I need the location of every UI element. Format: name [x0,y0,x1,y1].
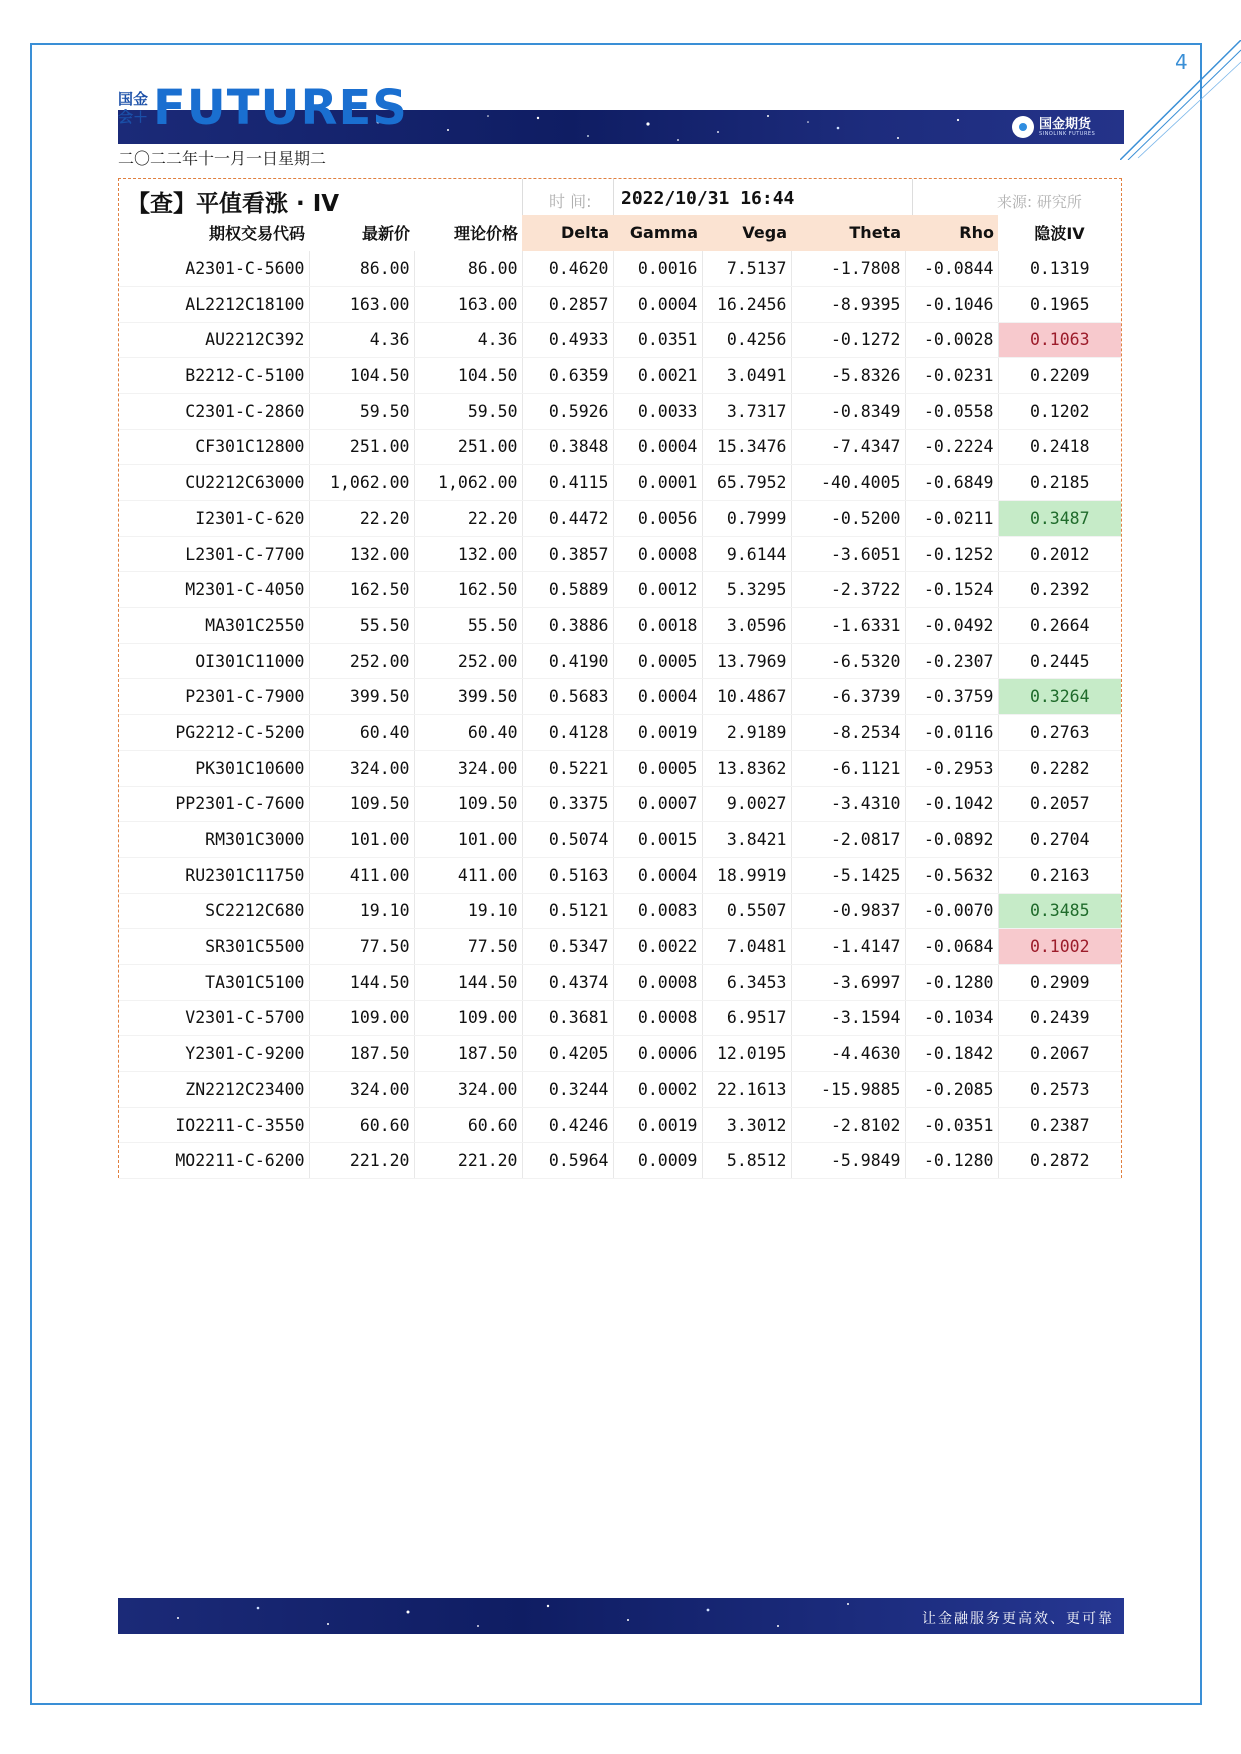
cell-iv: 0.1202 [998,393,1121,429]
cell-vega: 16.2456 [702,286,791,322]
cell-gamma: 0.0004 [613,286,702,322]
cell-delta: 0.4190 [522,643,613,679]
cell-last: 60.40 [309,715,414,751]
cell-delta: 0.3375 [522,786,613,822]
col-header-theta: Theta [791,215,905,251]
table-row [119,822,1121,858]
cell-code: C2301-C-2860 [119,393,309,429]
cell-theo: 162.50 [414,572,522,608]
cell-gamma: 0.0016 [613,251,702,287]
cell-delta: 0.3886 [522,608,613,644]
cell-iv: 0.2763 [998,715,1121,751]
cell-code: L2301-C-7700 [119,536,309,572]
cell-theta: -3.4310 [791,786,905,822]
cell-last: 251.00 [309,429,414,465]
cell-theta: -2.0817 [791,822,905,858]
cell-vega: 22.1613 [702,1072,791,1108]
cell-vega: 0.4256 [702,322,791,358]
cell-theta: -8.9395 [791,286,905,322]
cell-iv: 0.3487 [998,501,1121,537]
cell-vega: 7.0481 [702,929,791,965]
brand-circle-icon [1012,116,1034,138]
cell-theo: 101.00 [414,822,522,858]
cell-theo: 252.00 [414,643,522,679]
cell-iv: 0.2445 [998,643,1121,679]
cell-last: 60.60 [309,1107,414,1143]
cell-delta: 0.5683 [522,679,613,715]
cell-gamma: 0.0022 [613,929,702,965]
table-row [119,893,1121,929]
col-header-theo: 理论价格 [453,224,518,244]
cell-gamma: 0.0005 [613,643,702,679]
cell-code: CF301C12800 [119,429,309,465]
cell-iv: 0.1002 [998,929,1121,965]
cell-iv: 0.2392 [998,572,1121,608]
cell-gamma: 0.0018 [613,608,702,644]
cell-gamma: 0.0008 [613,536,702,572]
cell-gamma: 0.0083 [613,893,702,929]
cell-rho: -0.1042 [905,786,998,822]
logo-futures: FUTURES [153,80,408,136]
cell-iv: 0.2067 [998,1036,1121,1072]
cell-theta: -2.3722 [791,572,905,608]
cell-rho: -0.3759 [905,679,998,715]
cell-last: 59.50 [309,393,414,429]
table-row [119,1072,1121,1108]
table-header-row [119,215,1121,251]
cell-theo: 60.40 [414,715,522,751]
cell-vega: 9.0027 [702,786,791,822]
source-label: 来源: 研究所 [997,193,1082,211]
cell-code: A2301-C-5600 [119,251,309,287]
cell-iv: 0.3485 [998,893,1121,929]
cell-code: M2301-C-4050 [119,572,309,608]
cell-vega: 6.3453 [702,964,791,1000]
cell-last: 324.00 [309,750,414,786]
cell-last: 4.36 [309,322,414,358]
cell-theta: -5.1425 [791,857,905,893]
cell-last: 86.00 [309,251,414,287]
cell-last: 132.00 [309,536,414,572]
cell-code: SC2212C680 [119,893,309,929]
cell-delta: 0.3244 [522,1072,613,1108]
cell-theta: -2.8102 [791,1107,905,1143]
cell-gamma: 0.0002 [613,1072,702,1108]
cell-rho: -0.0558 [905,393,998,429]
options-greeks-table [119,215,1121,1179]
cell-delta: 0.3681 [522,1000,613,1036]
cell-rho: -0.0028 [905,322,998,358]
cell-delta: 0.3857 [522,536,613,572]
cell-theta: -7.4347 [791,429,905,465]
footer-band [118,1598,1124,1634]
cell-vega: 2.9189 [702,715,791,751]
cell-iv: 0.2012 [998,536,1121,572]
cell-gamma: 0.0012 [613,572,702,608]
cell-rho: -0.0351 [905,1107,998,1143]
cell-rho: -0.2085 [905,1072,998,1108]
cell-last: 77.50 [309,929,414,965]
cell-last: 187.50 [309,1036,414,1072]
cell-gamma: 0.0021 [613,358,702,394]
cell-theta: -1.7808 [791,251,905,287]
cell-rho: -0.2953 [905,750,998,786]
cell-vega: 18.9919 [702,857,791,893]
cell-theo: 55.50 [414,608,522,644]
cell-rho: -0.2224 [905,429,998,465]
cell-gamma: 0.0019 [613,715,702,751]
cell-code: ZN2212C23400 [119,1072,309,1108]
cell-last: 109.50 [309,786,414,822]
cell-last: 101.00 [309,822,414,858]
cell-theo: 144.50 [414,964,522,1000]
cell-rho: -0.1524 [905,572,998,608]
cell-rho: -0.0116 [905,715,998,751]
cell-delta: 0.3848 [522,429,613,465]
cell-delta: 0.5347 [522,929,613,965]
cell-last: 411.00 [309,857,414,893]
cell-code: V2301-C-5700 [119,1000,309,1036]
cell-vega: 0.7999 [702,501,791,537]
cell-last: 252.00 [309,643,414,679]
cell-code: AL2212C18100 [119,286,309,322]
cell-gamma: 0.0004 [613,429,702,465]
table-row [119,393,1121,429]
cell-vega: 3.8421 [702,822,791,858]
cell-iv: 0.2573 [998,1072,1121,1108]
cell-theta: -1.4147 [791,929,905,965]
cell-theta: -3.6997 [791,964,905,1000]
cell-vega: 3.0491 [702,358,791,394]
cell-last: 22.20 [309,501,414,537]
cell-code: PP2301-C-7600 [119,786,309,822]
cell-theo: 109.00 [414,1000,522,1036]
cell-vega: 12.0195 [702,1036,791,1072]
col-header-code: 期权交易代码 [208,224,305,244]
cell-vega: 7.5137 [702,251,791,287]
cell-theo: 86.00 [414,251,522,287]
cell-last: 104.50 [309,358,414,394]
cell-last: 163.00 [309,286,414,322]
cell-theta: -8.2534 [791,715,905,751]
cell-code: B2212-C-5100 [119,358,309,394]
cell-vega: 10.4867 [702,679,791,715]
table-row [119,786,1121,822]
table-row [119,322,1121,358]
table-row [119,429,1121,465]
cell-iv: 0.2163 [998,857,1121,893]
cell-gamma: 0.0351 [613,322,702,358]
cell-gamma: 0.0033 [613,393,702,429]
cell-last: 324.00 [309,1072,414,1108]
cell-rho: -0.0892 [905,822,998,858]
cell-gamma: 0.0019 [613,1107,702,1143]
cell-code: MA301C2550 [119,608,309,644]
cell-theta: -6.3739 [791,679,905,715]
time-label: 时 间: [549,192,592,211]
table-row [119,929,1121,965]
cell-iv: 0.2185 [998,465,1121,501]
cell-vega: 5.8512 [702,1143,791,1179]
cell-theo: 60.60 [414,1107,522,1143]
cell-rho: -0.0231 [905,358,998,394]
col-header-iv: 隐波IV [1034,224,1085,244]
table-row [119,643,1121,679]
cell-rho: -0.1280 [905,964,998,1000]
table-title-row [119,179,1121,215]
cell-iv: 0.2282 [998,750,1121,786]
cell-theta: -15.9885 [791,1072,905,1108]
cell-vega: 5.3295 [702,572,791,608]
cell-theta: -0.8349 [791,393,905,429]
table-row [119,536,1121,572]
table-row [119,857,1121,893]
cell-iv: 0.1965 [998,286,1121,322]
cell-code: I2301-C-620 [119,501,309,537]
cell-rho: -0.1252 [905,536,998,572]
cell-delta: 0.4246 [522,1107,613,1143]
cell-theta: -0.5200 [791,501,905,537]
cell-theta: -40.4005 [791,465,905,501]
cell-rho: -0.1034 [905,1000,998,1036]
cell-theo: 77.50 [414,929,522,965]
col-header-gamma: Gamma [613,215,702,251]
cell-delta: 0.2857 [522,286,613,322]
cell-code: SR301C5500 [119,929,309,965]
table-row [119,608,1121,644]
cell-iv: 0.2439 [998,1000,1121,1036]
cell-rho: -0.5632 [905,857,998,893]
cell-theo: 221.20 [414,1143,522,1179]
logo-chinese-mark: 国金 会＋ [118,90,149,126]
cell-delta: 0.5889 [522,572,613,608]
table-row [119,715,1121,751]
cell-gamma: 0.0008 [613,964,702,1000]
cell-vega: 6.9517 [702,1000,791,1036]
cell-theo: 324.00 [414,1072,522,1108]
brand-name: 国金期货 [1039,116,1092,132]
cell-theo: 324.00 [414,750,522,786]
cell-iv: 0.3264 [998,679,1121,715]
cell-delta: 0.5121 [522,893,613,929]
table-row [119,679,1121,715]
cell-code: IO2211-C-3550 [119,1107,309,1143]
cell-code: CU2212C63000 [119,465,309,501]
cell-code: TA301C5100 [119,964,309,1000]
cell-theta: -5.8326 [791,358,905,394]
table-row [119,1036,1121,1072]
table-row [119,572,1121,608]
cell-rho: -0.2307 [905,643,998,679]
table-row [119,1107,1121,1143]
cell-vega: 65.7952 [702,465,791,501]
cell-theo: 4.36 [414,322,522,358]
cell-rho: -0.1046 [905,286,998,322]
cell-rho: -0.0211 [905,501,998,537]
cell-gamma: 0.0008 [613,1000,702,1036]
cell-gamma: 0.0004 [613,857,702,893]
cell-delta: 0.5221 [522,750,613,786]
cell-code: Y2301-C-9200 [119,1036,309,1072]
cell-iv: 0.2418 [998,429,1121,465]
cell-rho: -0.6849 [905,465,998,501]
cell-theta: -0.1272 [791,322,905,358]
cell-theo: 104.50 [414,358,522,394]
cell-vega: 3.7317 [702,393,791,429]
cell-last: 19.10 [309,893,414,929]
cell-delta: 0.4374 [522,964,613,1000]
cell-iv: 0.1063 [998,322,1121,358]
table-row [119,1000,1121,1036]
cell-last: 144.50 [309,964,414,1000]
col-header-last: 最新价 [361,224,410,244]
cell-delta: 0.5074 [522,822,613,858]
table-row [119,1143,1121,1179]
cell-last: 109.00 [309,1000,414,1036]
cell-rho: -0.0844 [905,251,998,287]
page-number: 4 [1175,50,1188,74]
cell-theta: -0.9837 [791,893,905,929]
cell-theo: 59.50 [414,393,522,429]
table-row [119,251,1121,287]
cell-gamma: 0.0005 [613,750,702,786]
corner-decoration [1120,40,1241,160]
cell-theta: -3.1594 [791,1000,905,1036]
cell-delta: 0.5964 [522,1143,613,1179]
table-row [119,964,1121,1000]
cell-vega: 3.0596 [702,608,791,644]
cell-theta: -6.1121 [791,750,905,786]
cell-theta: -3.6051 [791,536,905,572]
cell-code: AU2212C392 [119,322,309,358]
cell-code: RM301C3000 [119,822,309,858]
col-header-delta: Delta [522,215,613,251]
col-header-vega: Vega [702,215,791,251]
cell-gamma: 0.0056 [613,501,702,537]
cell-delta: 0.4620 [522,251,613,287]
cell-iv: 0.2387 [998,1107,1121,1143]
cell-rho: -0.0492 [905,608,998,644]
cell-code: MO2211-C-6200 [119,1143,309,1179]
cell-theo: 22.20 [414,501,522,537]
cell-iv: 0.2704 [998,822,1121,858]
cell-last: 399.50 [309,679,414,715]
cell-code: PG2212-C-5200 [119,715,309,751]
cell-code: PK301C10600 [119,750,309,786]
cell-iv: 0.2872 [998,1143,1121,1179]
cell-rho: -0.1842 [905,1036,998,1072]
footer-slogan: 让金融服务更高效、更可靠 [922,1611,1114,1627]
cell-vega: 13.8362 [702,750,791,786]
cell-last: 1,062.00 [309,465,414,501]
cell-delta: 0.6359 [522,358,613,394]
brand-name-en: SINOLINK FUTURES [1039,130,1096,137]
cell-last: 55.50 [309,608,414,644]
cell-gamma: 0.0006 [613,1036,702,1072]
cell-delta: 0.4128 [522,715,613,751]
cell-theo: 109.50 [414,786,522,822]
cell-theo: 399.50 [414,679,522,715]
cell-delta: 0.4115 [522,465,613,501]
table-row [119,750,1121,786]
cell-vega: 9.6144 [702,536,791,572]
table-body [119,251,1121,1179]
table-row [119,465,1121,501]
cell-code: OI301C11000 [119,643,309,679]
cell-delta: 0.4205 [522,1036,613,1072]
cell-last: 221.20 [309,1143,414,1179]
cell-theta: -6.5320 [791,643,905,679]
table-title: 【查】平值看涨 · IV [127,191,340,217]
cell-iv: 0.1319 [998,251,1121,287]
cell-iv: 0.2209 [998,358,1121,394]
table-row [119,358,1121,394]
cell-rho: -0.0070 [905,893,998,929]
cell-rho: -0.0684 [905,929,998,965]
cell-vega: 15.3476 [702,429,791,465]
cell-delta: 0.4933 [522,322,613,358]
cell-theo: 163.00 [414,286,522,322]
cell-delta: 0.5926 [522,393,613,429]
table-row [119,286,1121,322]
cell-iv: 0.2909 [998,964,1121,1000]
cell-theo: 1,062.00 [414,465,522,501]
cell-iv: 0.2057 [998,786,1121,822]
cell-theo: 187.50 [414,1036,522,1072]
options-table-panel [118,178,1122,1178]
cell-gamma: 0.0004 [613,679,702,715]
cell-delta: 0.5163 [522,857,613,893]
cell-gamma: 0.0001 [613,465,702,501]
cell-vega: 3.3012 [702,1107,791,1143]
cell-code: RU2301C11750 [119,857,309,893]
cell-theo: 251.00 [414,429,522,465]
cell-iv: 0.2664 [998,608,1121,644]
table-row [119,501,1121,537]
cell-theta: -4.4630 [791,1036,905,1072]
cell-code: P2301-C-7900 [119,679,309,715]
cell-vega: 0.5507 [702,893,791,929]
report-date: 二〇二二年十一月一日星期二 [118,149,327,168]
cell-theo: 132.00 [414,536,522,572]
cell-theta: -1.6331 [791,608,905,644]
cell-theo: 411.00 [414,857,522,893]
cell-gamma: 0.0007 [613,786,702,822]
cell-rho: -0.1280 [905,1143,998,1179]
col-header-rho: Rho [905,215,998,251]
brand-logo-right [1012,113,1095,141]
cell-delta: 0.4472 [522,501,613,537]
cell-theo: 19.10 [414,893,522,929]
cell-vega: 13.7969 [702,643,791,679]
cell-gamma: 0.0009 [613,1143,702,1179]
time-value: 2022/10/31 16:44 [621,188,795,209]
cell-gamma: 0.0015 [613,822,702,858]
cell-theta: -5.9849 [791,1143,905,1179]
cell-last: 162.50 [309,572,414,608]
